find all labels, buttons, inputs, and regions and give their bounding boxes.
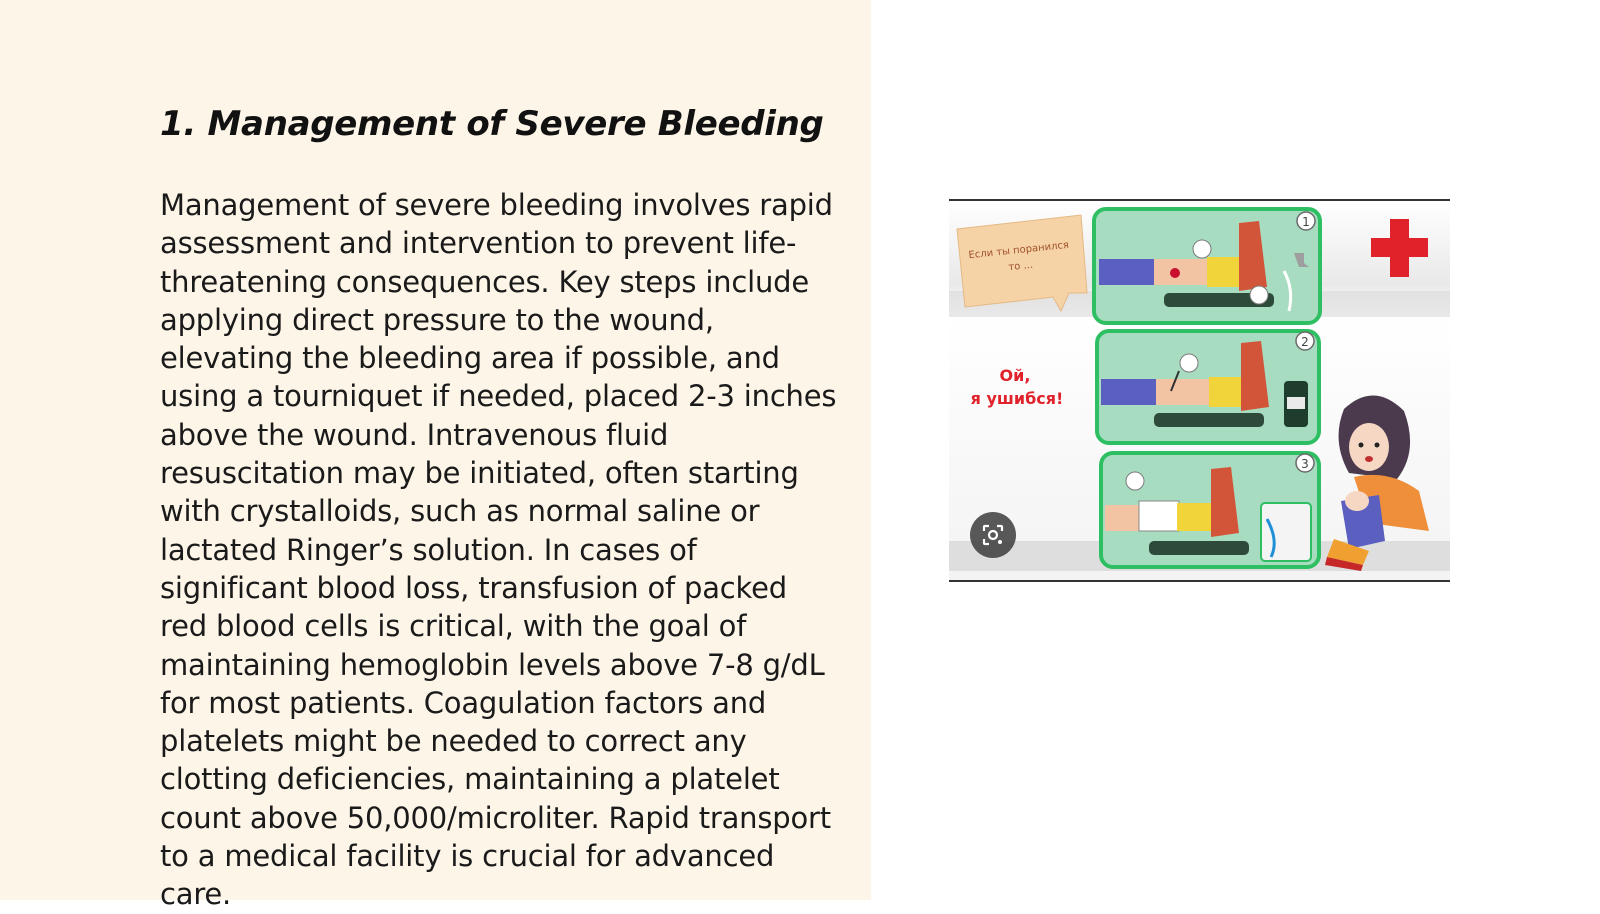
step-number-2: 2 bbox=[1301, 335, 1309, 349]
exclaim-line1: Ой, bbox=[999, 366, 1031, 385]
step-panel-3 bbox=[1101, 453, 1319, 567]
slide-body: Management of severe bleeding involves rapid assessment and intervention to prevent life-threatening consequences. Key steps include applying direct pressure to the wound, elevating the bleeding area if possible, and using a tourniquet if needed, placed 2-3 inches above the wound. Intravenous fluid resuscitation may be initiated, often starting with crystalloids, such as normal saline or lactated Ringer’s solution. In cases of significant blood loss, transfusion of packed red blood cells is critical, with the goal of maintaining hemoglobin levels above 7-8 g/dL for most patients. Coagulation factors and platelets might be needed to correct any clotting deficiencies, maintaining a platelet count above 50,000/microliter. Rapid transport to a medical facility is crucial for advanced care. bbox=[160, 188, 837, 912]
slide-title: 1. Management of Severe Bleeding bbox=[160, 104, 824, 144]
lens-search-button[interactable] bbox=[970, 512, 1016, 558]
speech-sign bbox=[957, 215, 1087, 311]
illustration-canvas bbox=[949, 201, 1450, 580]
sign-text-line1: Если ты поранился bbox=[968, 239, 1070, 262]
sign-text-line2: то ... bbox=[1007, 259, 1034, 274]
step-number-3: 3 bbox=[1301, 457, 1309, 471]
step-number-1: 1 bbox=[1302, 215, 1310, 229]
first-aid-illustration bbox=[949, 199, 1450, 582]
step-panel-2 bbox=[1097, 331, 1319, 443]
lens-search-icon bbox=[981, 523, 1005, 547]
exclaim-line2: я ушибся! bbox=[970, 389, 1064, 408]
step-panel-1 bbox=[1094, 209, 1320, 323]
